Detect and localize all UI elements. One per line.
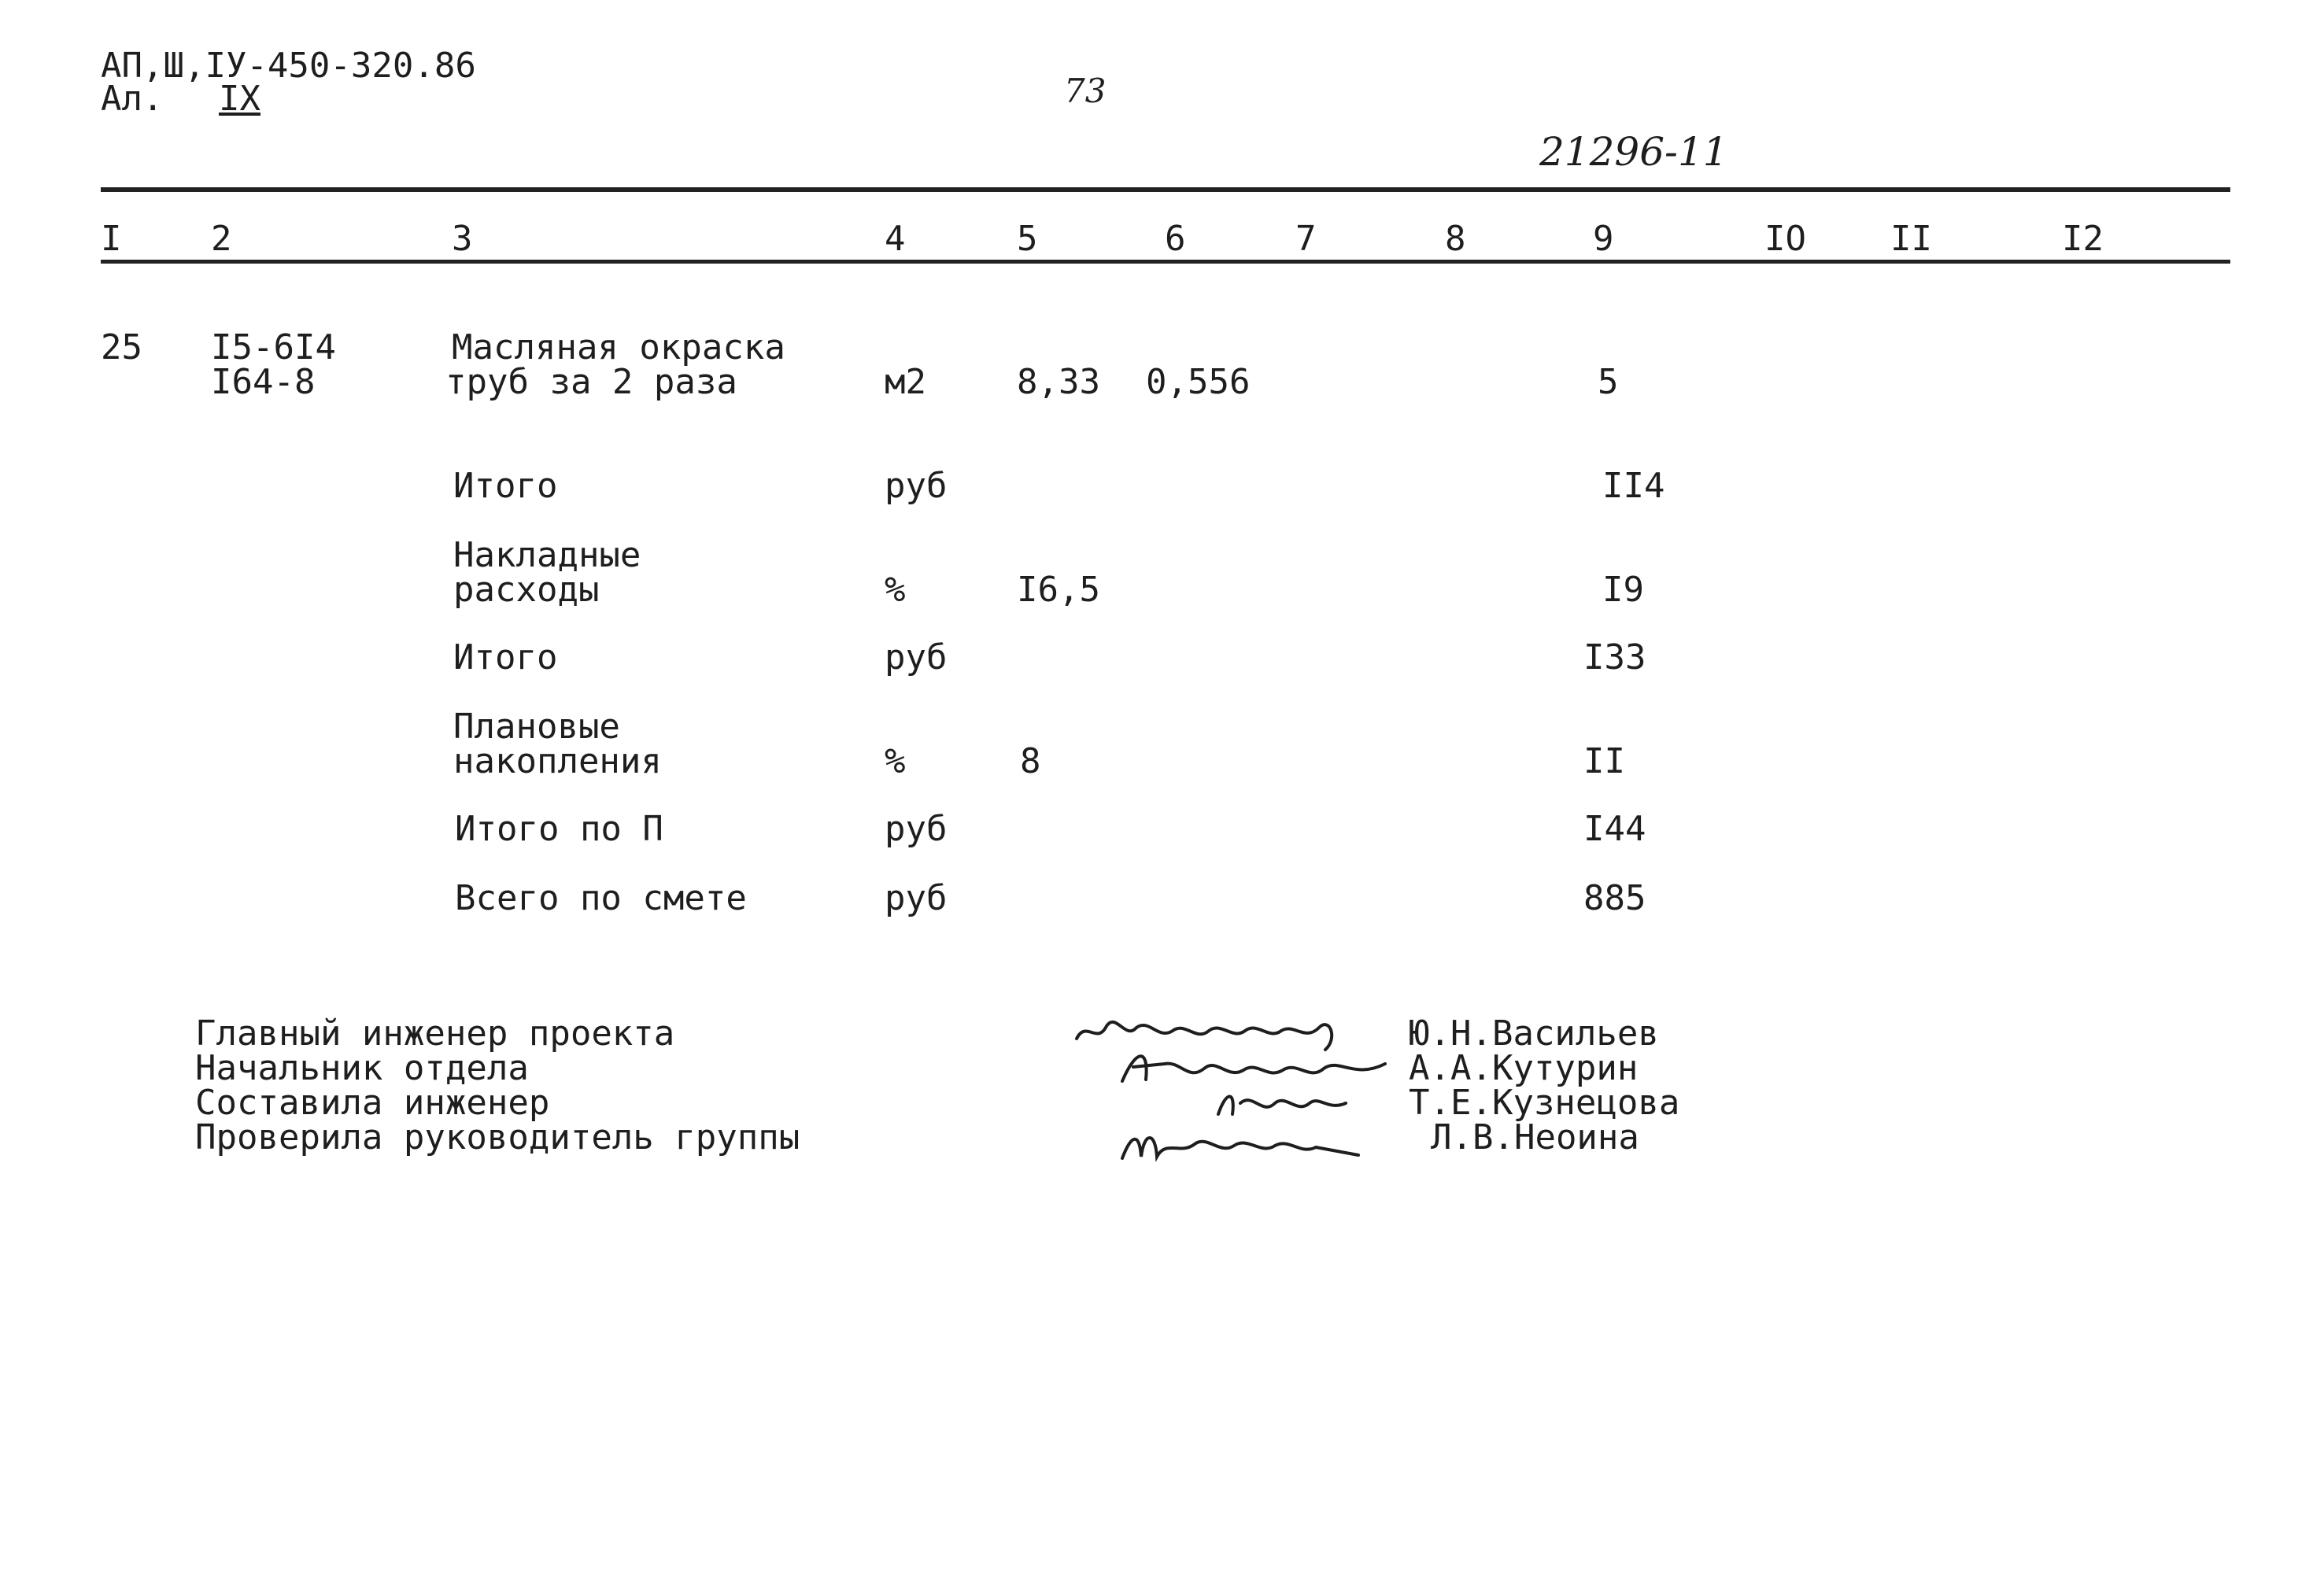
summary-value: I33 [1583,637,1646,677]
summary-value: II4 [1602,466,1665,506]
item-code-2: I64-8 [211,362,316,402]
column-header-10: IO [1764,219,1806,259]
signer-name: Л.В.Неоина [1431,1117,1639,1157]
summary-value: II [1583,741,1625,781]
signer-name: Т.Е.Кузнецова [1409,1083,1680,1123]
column-header-3: 3 [452,219,473,259]
column-header-8: 8 [1445,219,1466,259]
item-number: 25 [101,327,142,367]
summary-unit: % [885,570,906,610]
summary-label: Плановые [453,707,620,747]
document-number: 21296-11 [1539,129,1728,175]
summary-label: Всего по смете [455,878,747,918]
page-number: 73 [1064,72,1107,110]
column-header-7: 7 [1295,219,1317,259]
column-header-1: I [101,219,122,259]
summary-label-cont: расходы [453,570,600,610]
signer-role: Проверила руководитель группы [195,1117,800,1157]
summary-rate: 8 [1020,741,1041,781]
summary-label-cont: накопления [453,741,662,781]
summary-unit: руб [885,809,948,849]
item-name-2: труб за 2 раза [445,362,737,402]
item-code-1: I5-6I4 [211,327,336,367]
sheet-prefix: Ал. [101,79,164,119]
summary-value: 885 [1583,878,1646,918]
item-quantity: 8,33 [1017,362,1100,402]
summary-value: I9 [1602,570,1644,610]
sheet-number: IX [219,79,260,119]
summary-label: Итого по П [455,809,663,849]
item-unit-price: 0,556 [1146,362,1251,402]
item-name-1: Масляная окраска [452,327,785,367]
item-total: 5 [1598,362,1619,402]
column-header-4: 4 [885,219,906,259]
item-unit: м2 [885,362,926,402]
table-top-rule [101,187,2230,192]
summary-unit: руб [885,878,948,918]
column-header-2: 2 [211,219,232,259]
summary-value: I44 [1583,809,1646,849]
column-header-6: 6 [1165,219,1186,259]
signer-role: Составила инженер [195,1083,550,1123]
column-header-11: II [1890,219,1932,259]
signer-name: А.А.Кутурин [1409,1048,1639,1088]
column-header-5: 5 [1017,219,1038,259]
document-code: АП,Ш,IУ-450-320.86 [101,46,476,86]
summary-unit: руб [885,637,948,677]
column-header-9: 9 [1593,219,1614,259]
summary-label: Накладные [453,535,641,575]
handwritten-signature [1118,1117,1369,1169]
summary-label: Итого [453,637,558,677]
summary-unit: руб [885,466,948,506]
signer-name: Ю.Н.Васильев [1409,1013,1659,1054]
signer-role: Главный инженер проекта [195,1013,675,1054]
signer-role: Начальник отдела [195,1048,529,1088]
table-header-rule [101,260,2230,264]
summary-rate: I6,5 [1017,570,1100,610]
summary-label: Итого [453,466,558,506]
summary-unit: % [885,741,906,781]
column-header-12: I2 [2062,219,2104,259]
